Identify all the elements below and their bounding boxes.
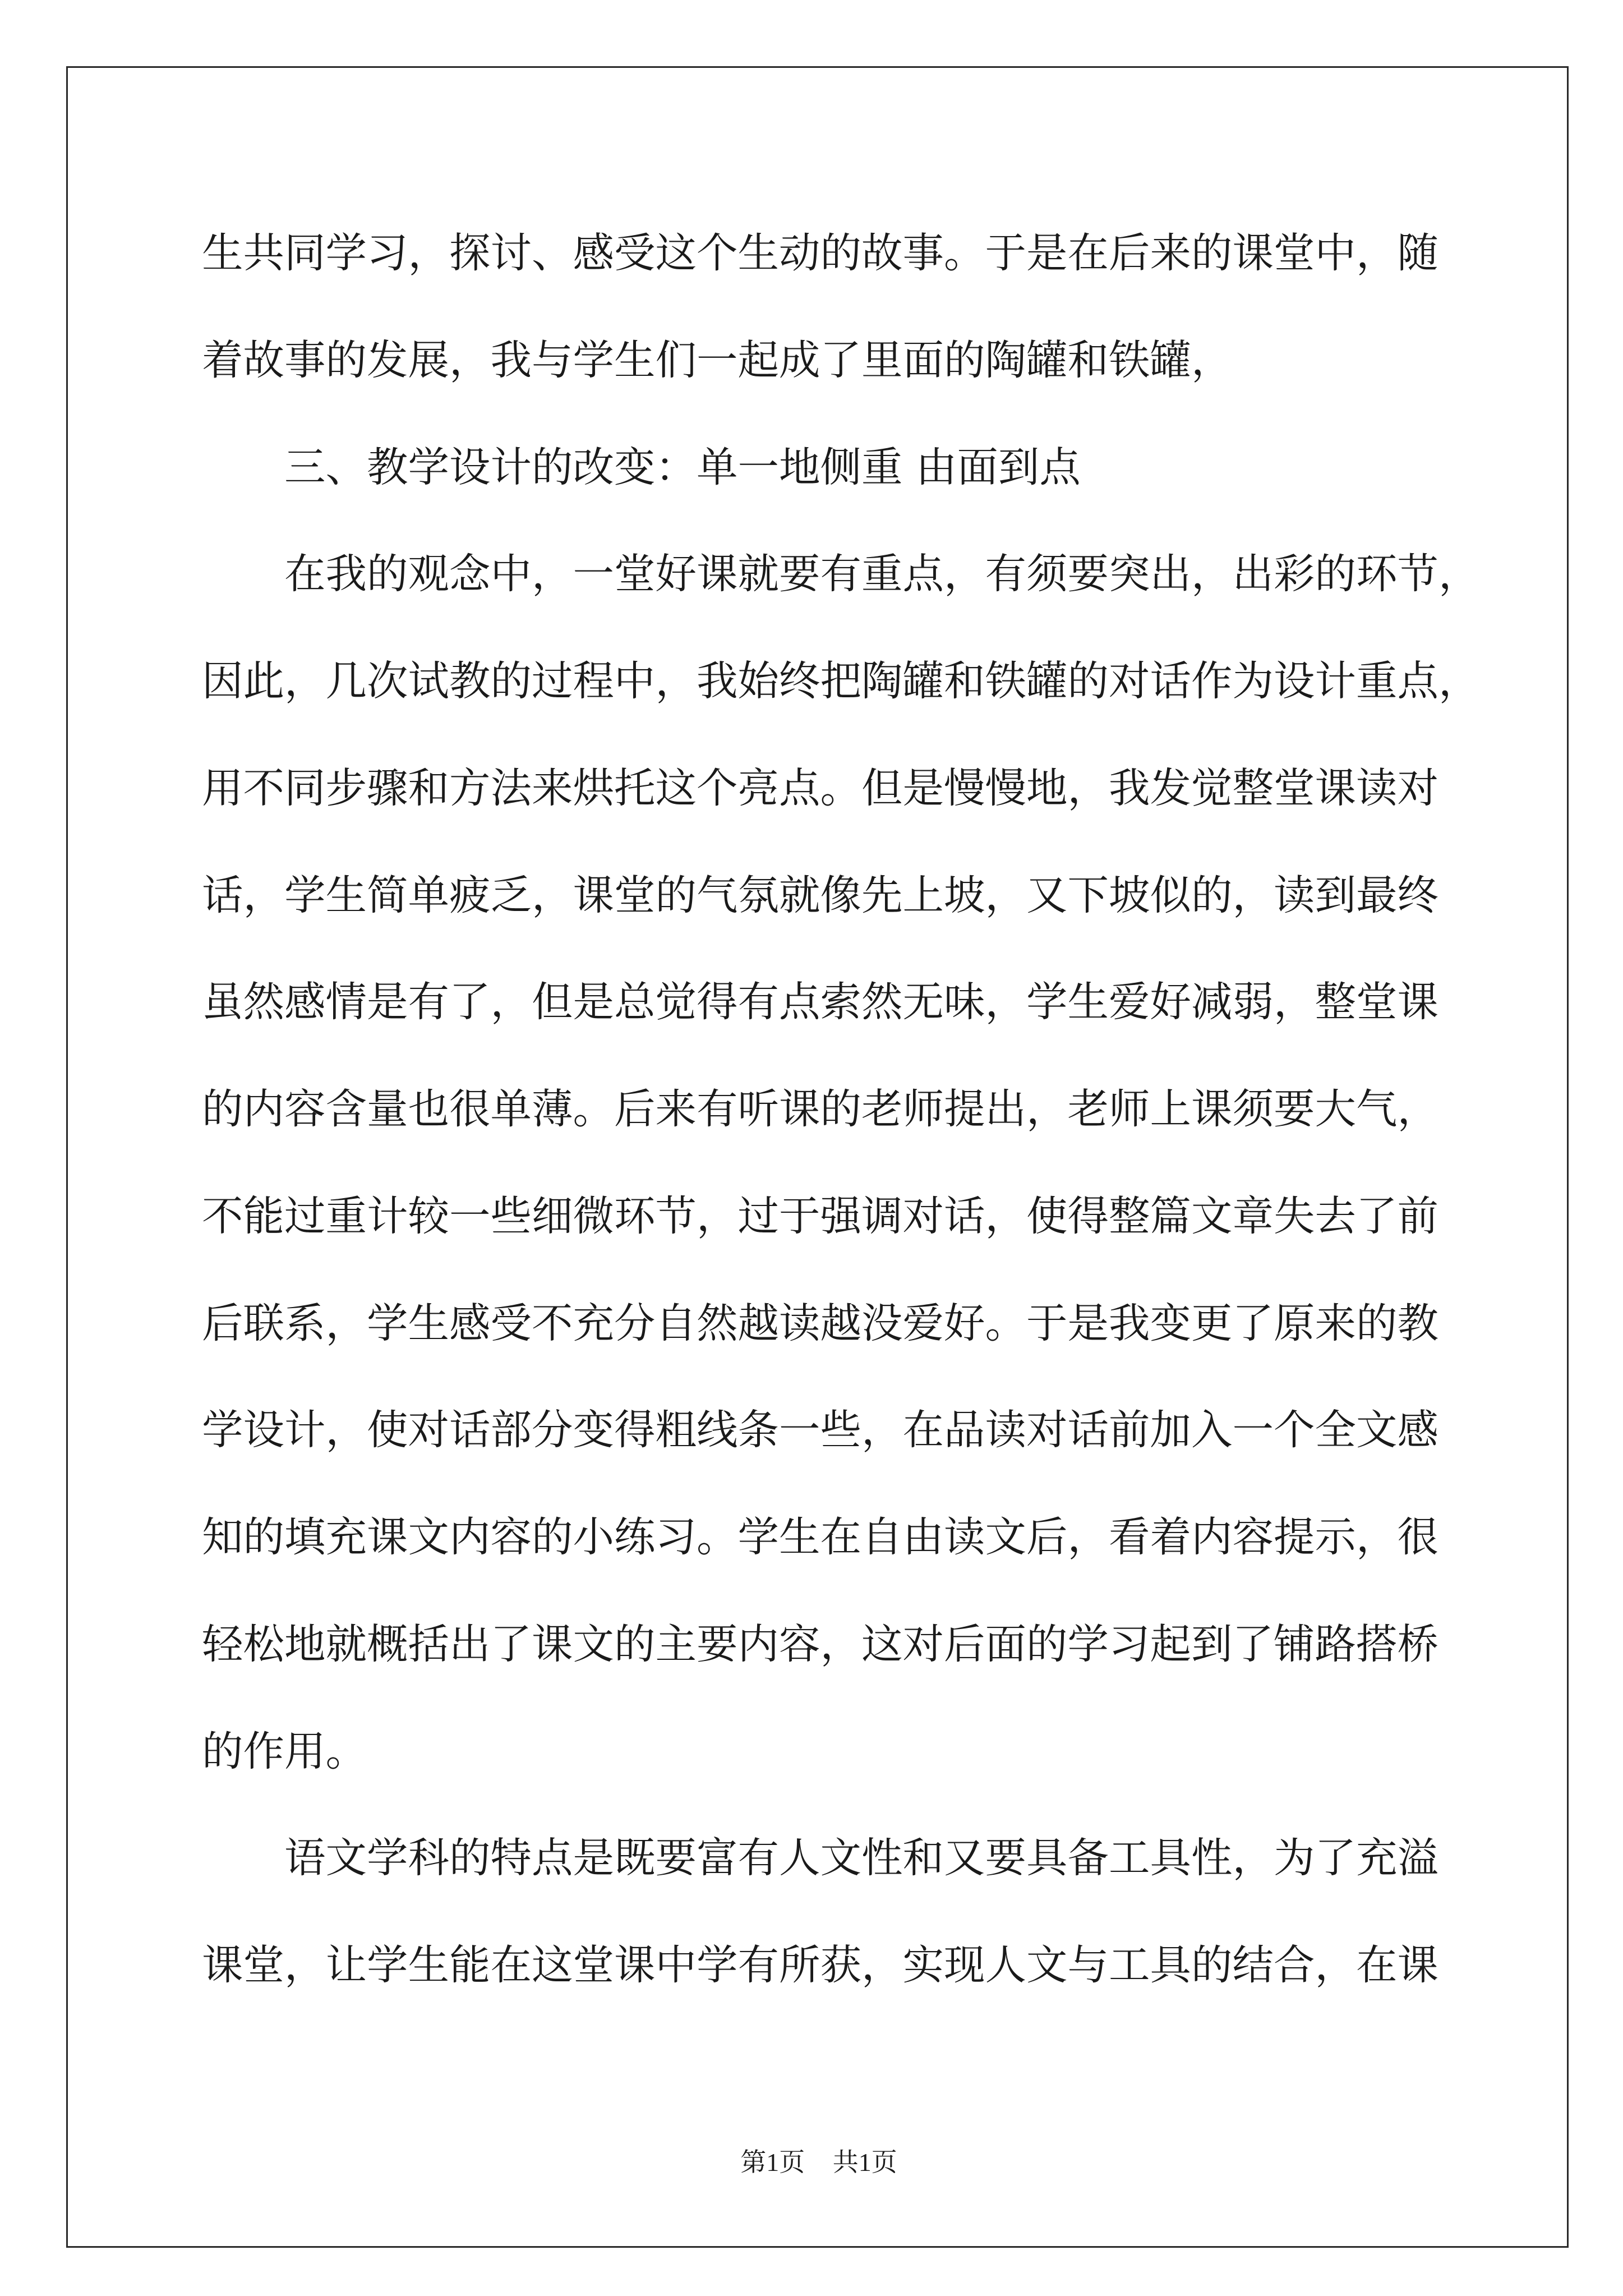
paragraph xyxy=(202,1805,1503,2019)
text-line: 学设计，使对话部分变得粗线条一些，在品读对话前加入一个全文感 xyxy=(202,1406,1438,1455)
section-heading xyxy=(202,415,1503,522)
body-text xyxy=(202,200,1503,2019)
text-line: 课堂，让学生能在这堂课中学有所获，实现人文与工具的结合，在课 xyxy=(202,1941,1438,1989)
paragraph xyxy=(202,200,1503,415)
text-line: 生共同学习，探讨、感受这个生动的故事。于是在后来的课堂中，随 xyxy=(202,229,1438,277)
text-line: 的作用。 xyxy=(202,1727,367,1775)
text-line: 用不同步骤和方法来烘托这个亮点。但是慢慢地，我发觉整堂课读对 xyxy=(202,764,1438,812)
text-line: 不能过重计较一些细微环节，过于强调对话，使得整篇文章失去了前 xyxy=(202,1192,1438,1240)
text-line: 话，学生简单疲乏，课堂的气氛就像先上坡，又下坡似的，读到最终 xyxy=(202,871,1438,919)
section-heading-line: 三、教学设计的改变：单一地侧重 由面到点 xyxy=(284,443,1081,491)
text-line: 在我的观念中，一堂好课就要有重点，有须要突出，出彩的环节， xyxy=(284,550,1480,599)
page-footer: 第1页 共1页 xyxy=(740,2148,897,2177)
text-line: 轻松地就概括出了课文的主要内容，这对后面的学习起到了铺路搭桥 xyxy=(202,1620,1438,1668)
text-line: 虽然感情是有了，但是总觉得有点索然无味，学生爱好减弱，整堂课 xyxy=(202,978,1438,1027)
text-line: 着故事的发展，我与学生们一起成了里面的陶罐和铁罐， xyxy=(202,336,1233,384)
text-line: 语文学科的特点是既要富有人文性和又要具备工具性，为了充溢 xyxy=(284,1834,1438,1883)
text-line: 的内容含量也很单薄。后来有听课的老师提出，老师上课须要大气， xyxy=(202,1085,1438,1133)
text-line: 知的填充课文内容的小练习。学生在自由读文后，看着内容提示，很 xyxy=(202,1513,1438,1561)
text-line: 因此，几次试教的过程中，我始终把陶罐和铁罐的对话作为设计重点， xyxy=(202,657,1480,705)
paragraph xyxy=(202,521,1503,1805)
text-line: 后联系，学生感受不充分自然越读越没爱好。于是我变更了原来的教 xyxy=(202,1299,1438,1347)
